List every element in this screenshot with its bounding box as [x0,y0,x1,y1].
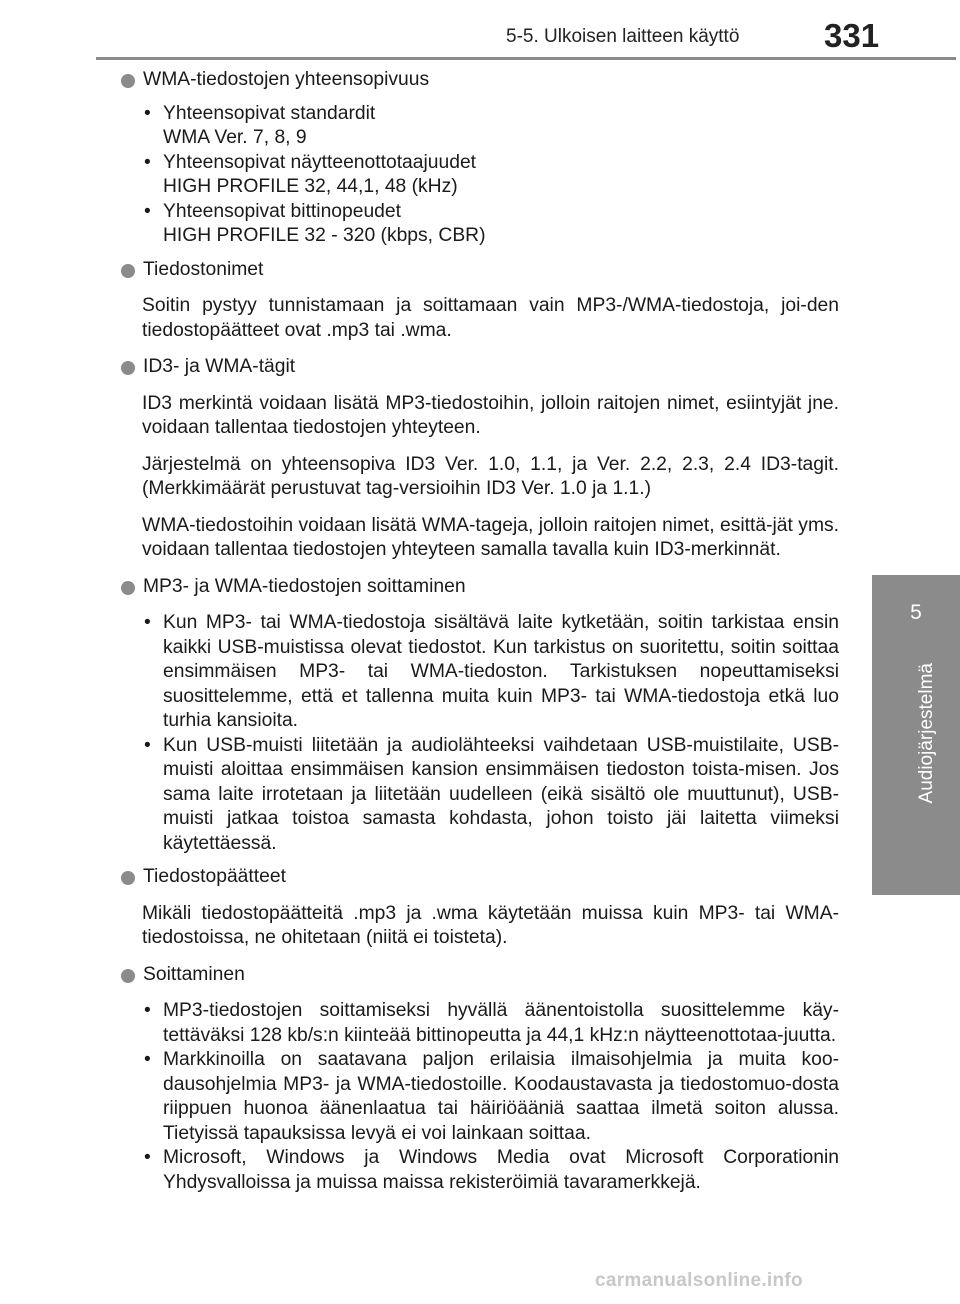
list-item [142,102,839,151]
watermark: carmanualsonline.info [595,1270,803,1291]
page-content [121,68,839,1195]
wma-spec-list [121,102,839,249]
list-item: • Markkinoilla on saatavana paljon erilaisia ilmaisohjelmia ja muita koo-dausohjelmia MP3- ja WMA-tiedostoille. Koodaustavasta ja tiedostomuo-dosta riippuen huonoa äänenlaatua tai häiriöääniä saattaa ilmetä soiton alussa. Tietyissä tapauksissa levyä ei voi lainkaan soittaa. [142,1048,839,1146]
list-item [142,151,839,200]
heading-text: Soittaminen [143,963,245,985]
heading-text: MP3- ja WMA-tiedostojen soittaminen [143,575,466,597]
heading-text: Tiedostonimet [143,258,264,280]
heading-tags [121,355,839,380]
bullet-dot-icon [121,871,135,885]
playing-list [121,999,839,1195]
playback-list [121,611,839,856]
spec-label: • Yhteensopivat näytteenottotaajuudet [163,151,477,173]
bullet-dot-icon [121,74,135,88]
list-item: • Microsoft, Windows ja Windows Media ovat Microsoft Corporationin Yhdysvalloissa ja muissa maissa rekisteröimiä tavaramerkkejä. [142,1146,839,1195]
paragraph: Soitin pystyy tunnistamaan ja soittamaan vain MP3-/WMA-tiedostoja, joi-den tiedostopäätteet ovat .mp3 tai .wma. [142,295,839,341]
paragraph: ID3 merkintä voidaan lisätä MP3-tiedostoihin, jolloin raitojen nimet, esiintyjät jne. voidaan tallentaa tiedostojen yhteyteen. [142,392,839,438]
spec-value: HIGH PROFILE 32 - 320 (kbps, CBR) [163,225,486,246]
bullet-dot-icon [121,361,135,375]
heading-text: ID3- ja WMA-tägit [143,356,296,377]
page-number: 331 [824,17,880,54]
spec-label: • Yhteensopivat bittinopeudet [163,200,401,222]
bullet-dot-icon [121,264,135,278]
heading-wma-compat [121,68,839,93]
chapter-number: 5 [910,601,922,624]
section-title: 5-5. Ulkoisen laitteen käyttö [506,26,740,47]
heading-text: WMA-tiedostojen yhteensopivuus [143,69,430,90]
heading-playing [121,963,839,988]
heading-extensions [121,865,839,890]
spec-value: WMA Ver. 7, 8, 9 [163,127,307,148]
heading-playback [121,575,839,600]
list-item [142,200,839,249]
heading-filenames [121,258,839,283]
paragraph: Mikäli tiedostopäätteitä .mp3 ja .wma käytetään muissa kuin MP3- tai WMA-tiedostoissa, ne ohitetaan (niitä ei toisteta). [142,902,839,948]
list-item: • Kun MP3- tai WMA-tiedostoja sisältävä laite kytketään, soitin tarkistaa ensin kaikki USB-muistissa olevat tiedostot. Kun tarkistus on suoritettu, soitin soittaa ensimmäisen MP3- tai WMA-tiedoston. Tarkistuksen nopeuttamiseksi suosittelemme, että et tallenna muita kuin MP3- tai WMA-tiedostoja etkä luo turhia kansioita. [142,611,839,734]
spec-label: • Yhteensopivat standardit [163,102,376,124]
paragraph: Järjestelmä on yhteensopiva ID3 Ver. 1.0, 1.1, ja Ver. 2.2, 2.3, 2.4 ID3-tagit. (Merkkimäärät perustuvat tag-versioihin ID3 Ver. 1.0 ja 1.1.) [142,453,839,499]
bullet-dot-icon [121,581,135,595]
spec-value: HIGH PROFILE 32, 44,1, 48 (kHz) [163,176,458,197]
page-header [0,0,960,60]
list-item: • Kun USB-muisti liitetään ja audiolähteeksi vaihdetaan USB-muistilaite, USB-muisti aloittaa ensimmäisen kansion ensimmäisen tiedoston toista-misen. Jos sama laite irrotetaan ja liitetään uudelleen (eikä sisältö ole muuttunut), USB-muisti jatkaa toistoa samasta kohdasta, johon toisto jäi laitetta viimeksi käytettäessä. [142,734,839,857]
list-item: • MP3-tiedostojen soittamiseksi hyvällä äänentoistolla suosittelemme käy-tettäväksi 128 kb/s:n kiinteää bittinopeutta ja 44,1 kHz:n näytteenottotaa-juutta. [142,999,839,1048]
chapter-label: Audiojärjestelmä [916,663,937,804]
header-rule [96,57,956,60]
bullet-dot-icon [121,969,135,983]
heading-text: Tiedostopäätteet [143,866,286,887]
chapter-tab [872,575,960,895]
paragraph: WMA-tiedostoihin voidaan lisätä WMA-tageja, jolloin raitojen nimet, esittä-jät yms. voidaan tallentaa tiedostojen yhteyteen samalla tavalla kuin ID3-merkinnät. [142,514,839,560]
